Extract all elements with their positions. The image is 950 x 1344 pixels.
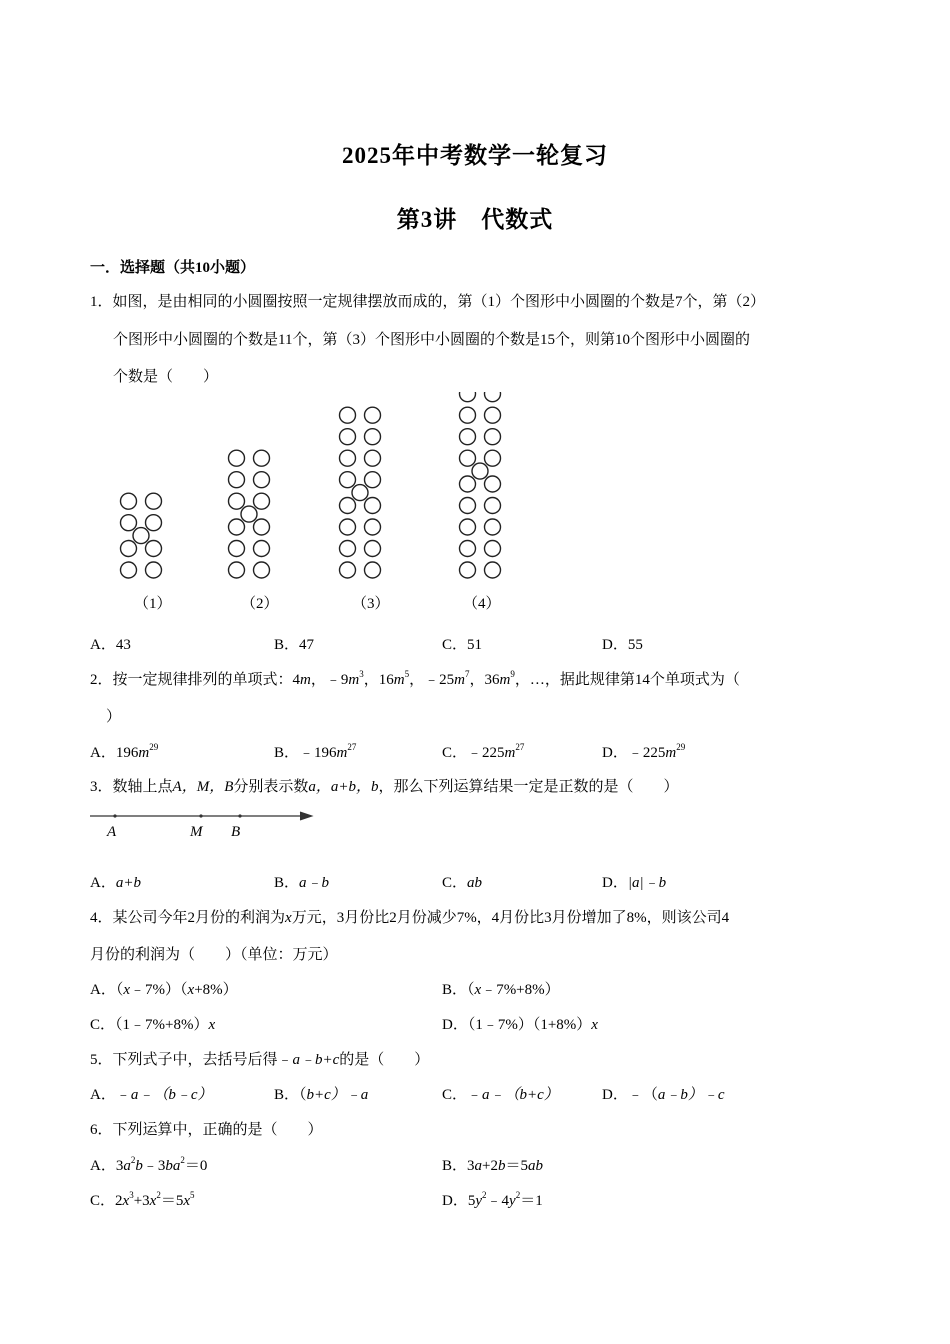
figure-4-circle xyxy=(460,562,476,578)
figure-2-circle xyxy=(254,562,270,578)
lecture-title: 第3讲 代数式 xyxy=(396,207,554,232)
q2-option-c[interactable]: C．$﹣225m^{27}$ xyxy=(442,742,525,761)
figure-1-circle xyxy=(146,515,162,531)
q1-line-3: 个数是（ ） xyxy=(113,369,219,385)
q1-option-a[interactable]: A．43 xyxy=(90,637,131,653)
figure-3-circle xyxy=(365,541,381,557)
figure-3-circle xyxy=(340,450,356,466)
document-title: 2025年中考数学一轮复习 xyxy=(342,143,608,168)
figure-3-circle xyxy=(340,429,356,445)
axis-label-m: M xyxy=(190,824,203,840)
figure-2-circle xyxy=(254,450,270,466)
figure-3-circle xyxy=(365,450,381,466)
figure-1-circle xyxy=(121,541,137,557)
figure-2-circle xyxy=(254,541,270,557)
q2-option-d[interactable]: D．$﹣225m^{29}$ xyxy=(602,742,686,761)
q3-option-b[interactable]: B．a﹣b xyxy=(274,875,330,891)
figure-4-circle xyxy=(460,429,476,445)
figure-4-circle xyxy=(460,541,476,557)
figure-4-circle xyxy=(485,541,501,557)
figure-label-3: （3） xyxy=(352,596,390,612)
figure-4-circle xyxy=(472,463,488,479)
q4-option-c[interactable]: C．（1﹣7%+8%）x xyxy=(90,1017,216,1033)
q1-line-2: 个图形中小圆圈的个数是11个，第（3）个图形中小圆圈的个数是15个，则第10个图形中小圆圈的 xyxy=(113,332,750,348)
figure-3-circle xyxy=(340,472,356,488)
q6-stem: 6．下列运算中，正确的是（ ） xyxy=(90,1122,323,1138)
figure-2-circle xyxy=(229,519,245,535)
figure-1-circle xyxy=(121,562,137,578)
q3-number-line xyxy=(88,806,318,840)
q5-stem: 5．下列式子中，去括号后得﹣a﹣b+c的是（ ） xyxy=(90,1052,430,1068)
q1-option-b[interactable]: B．47 xyxy=(274,637,315,653)
q1-circle-figures xyxy=(100,392,520,622)
figure-3-circle xyxy=(340,498,356,514)
figure-4-circle xyxy=(485,498,501,514)
figure-2-circle xyxy=(241,506,257,522)
q1-option-c[interactable]: C．51 xyxy=(442,637,483,653)
figure-2-circle xyxy=(229,493,245,509)
figure-3-circle xyxy=(340,541,356,557)
q2-term-4: $﹣25m^7$ xyxy=(424,669,470,688)
figure-1-circle xyxy=(133,528,149,544)
figure-4-circle xyxy=(485,429,501,445)
q2-term-1: 4m xyxy=(292,672,311,688)
q1-option-d[interactable]: D．55 xyxy=(602,637,643,653)
q3-option-a[interactable]: A．a+b xyxy=(90,875,141,891)
figure-1-circle xyxy=(146,541,162,557)
figure-2-circle xyxy=(254,493,270,509)
figure-1-circle xyxy=(121,515,137,531)
figure-3-circle xyxy=(340,562,356,578)
figure-3-circle xyxy=(365,407,381,423)
figure-label-1: （1） xyxy=(134,596,172,612)
q2-line-1: 2．按一定规律排列的单项式：4m，$﹣9m^3$，$16m^5$，$﹣25m^7$，$36m^9$，…，据此规律第14个单项式为（ xyxy=(90,669,740,688)
q4-option-a[interactable]: A．（x﹣7%）（x+8%） xyxy=(90,982,238,998)
figure-3-circle xyxy=(365,429,381,445)
q2-term-5: $36m^9$ xyxy=(484,669,515,688)
figure-3-circle xyxy=(340,407,356,423)
figure-3-circle xyxy=(365,562,381,578)
figure-1-circle xyxy=(146,562,162,578)
q3-option-c[interactable]: C．ab xyxy=(442,875,483,891)
figure-4-circle xyxy=(485,450,501,466)
section-heading: 一．选择题（共10小题） xyxy=(90,260,256,276)
q1-line-1: 1．如图，是由相同的小圆圈按照一定规律摆放而成的，第（1）个图形中小圆圈的个数是7个，第（2） xyxy=(90,294,766,310)
figure-2-circle xyxy=(254,472,270,488)
q3-stem: 3．数轴上点A，M，B分别表示数a，a+b，b，那么下列运算结果一定是正数的是（ ） xyxy=(90,779,679,795)
figure-4-circle xyxy=(485,407,501,423)
q5-option-a[interactable]: A．﹣a﹣（b﹣c） xyxy=(90,1087,213,1103)
figure-3-circle xyxy=(365,519,381,535)
figure-4-circle xyxy=(460,450,476,466)
q2-line-2: ） xyxy=(106,709,122,725)
point-a-marker xyxy=(113,814,116,817)
q2-term-3: $16m^5$ xyxy=(378,669,410,688)
figure-4-circle xyxy=(460,407,476,423)
q4-option-d[interactable]: D．（1﹣7%）（1+8%）x xyxy=(442,1017,598,1033)
point-b-marker xyxy=(238,814,241,817)
figure-1-circle xyxy=(146,493,162,509)
q4-option-b[interactable]: B．（x﹣7%+8%） xyxy=(442,982,560,998)
figure-1-circle xyxy=(121,493,137,509)
figure-4-circle xyxy=(485,562,501,578)
q4-line-1: 4．某公司今年2月份的利润为x万元，3月份比2月份减少7%，4月份比3月份增加了8%，则该公司4 xyxy=(90,910,730,926)
q6-option-b[interactable]: B．3a+2b＝5ab xyxy=(442,1158,543,1174)
figure-3-circle xyxy=(340,519,356,535)
figure-4-circle xyxy=(460,476,476,492)
q2-option-b[interactable]: B．$﹣196m^{27}$ xyxy=(274,742,357,761)
point-m-marker xyxy=(199,814,202,817)
q2-term-2: $﹣9m^3$ xyxy=(325,669,364,688)
q3-option-d[interactable]: D．|a|﹣b xyxy=(602,875,667,891)
q4-line-2: 月份的利润为（ ）（单位：万元） xyxy=(90,947,338,963)
figure-2-circle xyxy=(229,472,245,488)
axis-label-b: B xyxy=(231,824,241,840)
figure-4-circle xyxy=(485,476,501,492)
figure-3-circle xyxy=(352,485,368,501)
figure-4-circle xyxy=(485,392,501,402)
figure-2-circle xyxy=(229,562,245,578)
q6-option-a[interactable]: A．$3a^2b﹣3ba^2=0$ xyxy=(90,1155,208,1174)
q6-option-c[interactable]: C．$2x^3+3x^2=5x^5$ xyxy=(90,1190,195,1209)
q5-option-c[interactable]: C．﹣a﹣（b+c） xyxy=(442,1087,559,1103)
axis-label-a: A xyxy=(107,824,117,840)
figure-label-2: （2） xyxy=(241,596,279,612)
q5-option-b[interactable]: B．（b+c）﹣a xyxy=(274,1087,369,1103)
figure-2-circle xyxy=(229,541,245,557)
figure-2-circle xyxy=(229,450,245,466)
figure-2-circle xyxy=(254,519,270,535)
q2-option-a[interactable]: A．$196m^{29}$ xyxy=(90,742,159,761)
figure-4-circle xyxy=(485,519,501,535)
q5-option-d[interactable]: D．﹣（a﹣b）﹣c xyxy=(602,1087,725,1103)
figure-4-circle xyxy=(460,392,476,402)
figure-4-circle xyxy=(460,498,476,514)
figure-3-circle xyxy=(365,472,381,488)
figure-3-circle xyxy=(365,498,381,514)
figure-4-circle xyxy=(460,519,476,535)
q6-option-d[interactable]: D．$5y^2﹣4y^2=1$ xyxy=(442,1190,543,1209)
figure-label-4: （4） xyxy=(463,596,501,612)
